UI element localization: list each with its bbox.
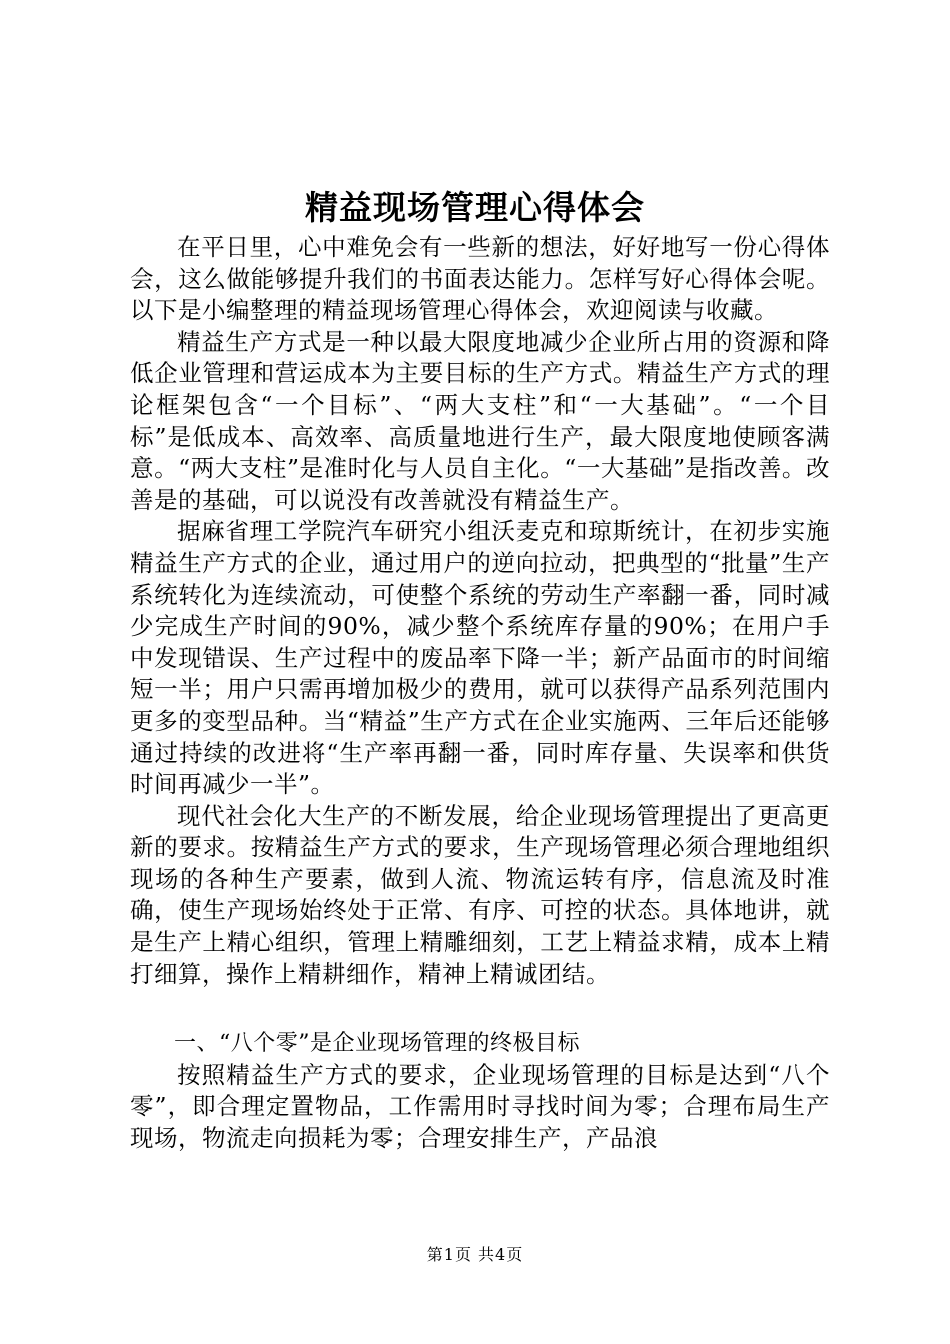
section-heading-eight-zeros: 一、“八个零”是企业现场管理的终极目标 [174,1031,580,1057]
paragraph-mit-statistics: 据麻省理工学院汽车研究小组沃麦克和琼斯统计，在初步实施精益生产方式的企业，通过用户的逆向拉动，把典型的“批量”生产系统转化为连续流动，可使整个系统的劳动生产率翻一番，同时减少完成生产时间的90%，减少整个系统库存量的90%；在用户手中发现错误、生产过程中的废品率下降一半；新产品面市的时间缩短一半；用户只需再增加极少的费用，就可以获得产品系列范围内更多的变型品种。当“精益”生产方式在企业实施两、三年后还能够通过持续的改进将“生产率再翻一番，同时库存量、失误率和供货时间再减少一半”。 [130,517,830,799]
document-body [130,232,830,1155]
paragraph-eight-zeros: 按照精益生产方式的要求，企业现场管理的目标是达到“八个零”，即合理定置物品，工作需用时寻找时间为零；合理布局生产现场，物流走向损耗为零；合理安排生产，产品浪 [130,1060,830,1153]
document-title: 精益现场管理心得体会 [305,188,645,227]
paragraph-lean-definition: 精益生产方式是一种以最大限度地减少企业所占用的资源和降低企业管理和营运成本为主要目标的生产方式。精益生产方式的理论框架包含“一个目标”、“两大支柱”和“一大基础”。“一个目标”是低成本、高效率、高质量地进行生产，最大限度地使顾客满意。“两大支柱”是准时化与人员自主化。“一大基础”是指改善。改善是的基础，可以说没有改善就没有精益生产。 [130,327,830,514]
paragraph-modern-production: 现代社会化大生产的不断发展，给企业现场管理提出了更高更新的要求。按精益生产方式的要求，生产现场管理必须合理地组织现场的各种生产要素，做到人流、物流运转有序，信息流及时准确，使生产现场始终处于正常、有序、可控的状态。具体地讲，就是生产上精心组织，管理上精雕细刻，工艺上精益求精，成本上精打细算，操作上精耕细作，精神上精诚团结。 [130,801,830,988]
paragraph-intro: 在平日里，心中难免会有一些新的想法，好好地写一份心得体会，这么做能够提升我们的书面表达能力。怎样写好心得体会呢。以下是小编整理的精益现场管理心得体会，欢迎阅读与收藏。 [130,233,830,325]
page-number-footer: 第1页 共4页 [426,1245,524,1264]
